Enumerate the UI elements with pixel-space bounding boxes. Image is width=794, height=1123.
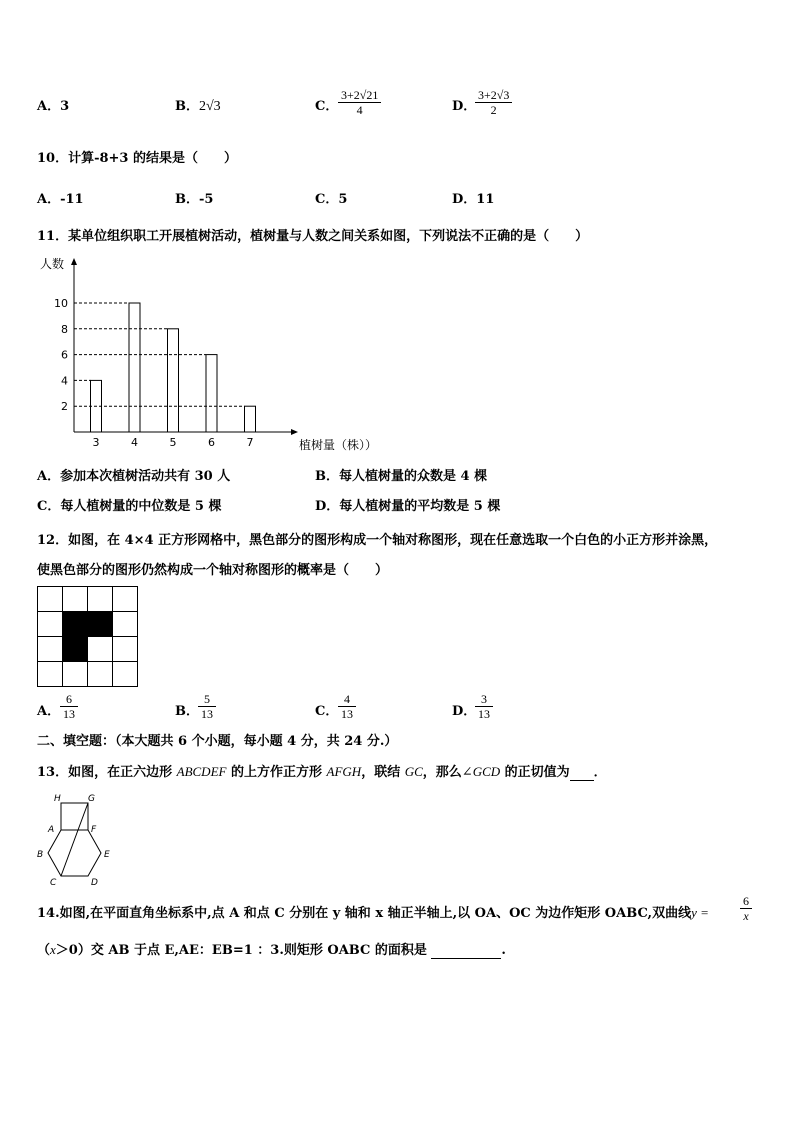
q12-option-c-fraction [338, 692, 356, 721]
q14-line2 [37, 942, 506, 959]
q12-stem-line1: 12．如图，在 4×4 正方形网格中，黑色部分的图形构成一个轴对称图形，现在任意选取一个白色的小正方形并涂黑， [37, 533, 718, 548]
q12-d-numerator: 3 [481, 692, 487, 706]
q9-option-d-label: D． [452, 99, 477, 114]
q13-text-5: 的正切值为 [500, 765, 570, 780]
q14-fraction-6-over-x [740, 894, 752, 923]
y-tick-label: 10 [54, 297, 68, 310]
q12-c-label: C． [315, 704, 339, 719]
q12-option-d-fraction [475, 692, 493, 721]
hexagon-square-figure [36, 792, 116, 888]
q13-hexagon-name: ABCDEF [176, 764, 227, 779]
label-g: G [88, 794, 95, 804]
q9-d-denominator: 2 [490, 103, 497, 117]
q9-a-value: 3 [60, 99, 70, 114]
label-c: C [50, 878, 57, 888]
q14-line1 [37, 905, 709, 922]
q9-c-numerator: 3+2√21 [341, 88, 379, 102]
q12-d-label: D． [452, 704, 477, 719]
q12-c-numerator: 4 [344, 692, 350, 706]
q13-text-2: 的上方作正方形 [226, 765, 327, 780]
q9-b-label: B． [175, 99, 199, 114]
section-2-heading: 二、填空题：（本大题共 6 个小题，每小题 4 分，共 24 分.） [37, 734, 398, 749]
q11-option-d: D．每人植树量的平均数是 5 棵 [315, 499, 501, 514]
black-cell [62, 636, 87, 661]
q11-option-c: C．每人植树量的中位数是 5 棵 [37, 499, 222, 514]
q9-d-numerator: 3+2√3 [478, 88, 510, 102]
label-f: F [91, 825, 97, 835]
q9-option-c-label: C． [315, 99, 339, 114]
q9-option-c-fraction [338, 88, 381, 117]
q14-frac-denominator: x [743, 909, 749, 923]
y-axis-arrow [71, 258, 77, 265]
chart-x-axis-label: 植树量（株）） [299, 438, 378, 452]
q14-y-eq: y = [691, 905, 709, 920]
q13-text-1: 13．如图，在正六边形 [37, 765, 177, 780]
x-tick-label: 7 [246, 436, 254, 449]
q11-stem: 11．某单位组织职工开展植树活动，植树量与人数之间关系如图，下列说法不正确的是（ ） [37, 229, 589, 244]
q13-text-4: ，那么 [422, 765, 462, 780]
q12-option-b-fraction [198, 692, 216, 721]
x-tick-label: 5 [169, 436, 177, 449]
tree-planting-bar-chart [37, 252, 397, 457]
q12-a-numerator: 6 [66, 692, 72, 706]
q13-square-name: AFGH [326, 764, 362, 779]
grid-4x4-figure [37, 586, 139, 688]
label-b: B [37, 850, 44, 860]
q12-b-denominator: 13 [201, 707, 213, 721]
q10-option-c: C．5 [315, 192, 348, 207]
q12-a-label: A． [37, 704, 61, 719]
q14-frac-numerator: 6 [743, 894, 749, 908]
q10-option-a: A．-11 [37, 192, 84, 207]
q14-x-var: x [50, 942, 56, 957]
q12-b-numerator: 5 [204, 692, 210, 706]
bar-4 [129, 303, 140, 432]
q14-text-2a: （ [37, 943, 51, 958]
q10-option-d: D．11 [452, 192, 495, 207]
y-tick-label: 8 [61, 322, 68, 336]
x-tick-label: 6 [208, 436, 215, 449]
q14-answer-blank[interactable] [431, 944, 501, 959]
y-tick-label: 6 [61, 348, 68, 362]
q11-option-b: B．每人植树量的众数是 4 棵 [315, 469, 488, 484]
q13-answer-blank[interactable] [570, 766, 594, 781]
q12-stem-line2: 使黑色部分的图形仍然构成一个轴对称图形的概率是（ ） [37, 563, 389, 578]
q13-angle: ∠GCD [461, 764, 501, 779]
q9-a-label: A． [37, 99, 61, 114]
label-e: E [104, 850, 110, 860]
bar-5 [168, 329, 179, 432]
q13-stem [37, 764, 607, 781]
bar-7 [245, 406, 256, 432]
q14-text-2b: ＞0）交 AB 于点 E,AE：EB=1 ：3.则矩形 OABC 的面积是 [55, 943, 432, 958]
q9-b-value: 2√3 [199, 99, 221, 114]
q12-b-label: B． [175, 704, 199, 719]
q12-a-denominator: 13 [63, 707, 75, 721]
y-tick-label: 2 [61, 400, 68, 414]
q10-stem: 10．计算-8+3 的结果是（ ） [37, 151, 237, 166]
q9-option-a [37, 99, 69, 115]
q13-segment-gc: GC [404, 764, 423, 779]
chart-y-axis-label: 人数 [40, 257, 65, 271]
q10-option-b: B．-5 [175, 192, 214, 207]
q12-d-denominator: 13 [478, 707, 490, 721]
q12-c-denominator: 13 [341, 707, 353, 721]
q11-option-a: A．参加本次植树活动共有 30 人 [37, 469, 231, 484]
q9-c-denominator: 4 [356, 103, 363, 117]
q9-option-d-fraction [475, 88, 512, 117]
label-a: A [48, 825, 55, 835]
label-h: H [54, 794, 61, 804]
x-axis-arrow [291, 429, 298, 435]
x-tick-label: 3 [92, 436, 100, 449]
y-tick-label: 4 [61, 374, 68, 388]
q14-text-end: . [501, 943, 506, 958]
label-d: D [91, 878, 98, 888]
q13-text-3: ，联结 [361, 765, 405, 780]
q12-option-a-fraction [60, 692, 78, 721]
q9-option-b [175, 99, 221, 115]
q13-text-6: ． [593, 765, 607, 780]
x-tick-label: 4 [131, 436, 138, 449]
bar-6 [206, 355, 217, 432]
q14-text-1: 14.如图,在平面直角坐标系中,点 A 和点 C 分别在 y 轴和 x 轴正半轴上,以 OA、OC 为边作矩形 OABC,双曲线 [37, 906, 692, 921]
